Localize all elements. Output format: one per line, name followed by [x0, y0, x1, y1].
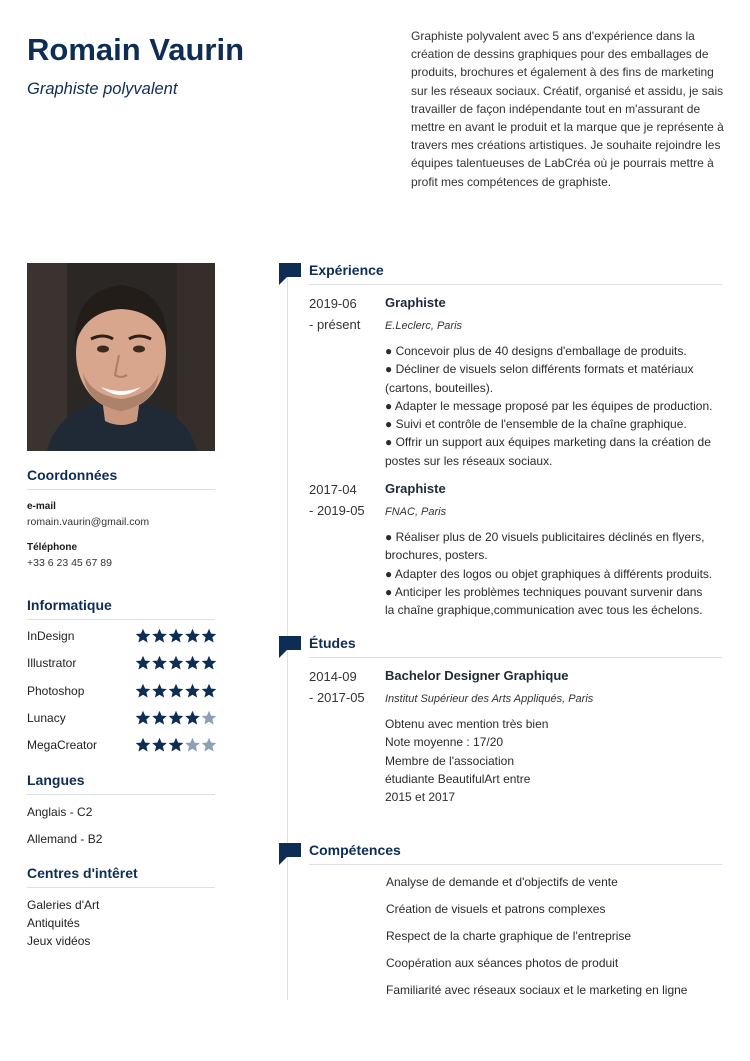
competence-item: Coopération aux séances photos de produit	[386, 956, 619, 970]
company-name: E.Leclerc, Paris	[385, 320, 463, 332]
experience-bullets: ● Réaliser plus de 20 visuels publicitaires déclinés en flyers, brochures, posters. ● Adapter des logos ou objet graphiques à différents produits. ● Anticiper les problèmes techniques pouvant survenir dans la chaîne graphique,communication avec tous les échelons.	[385, 530, 713, 618]
school-name: Institut Supérieur des Arts Appliqués, Paris	[385, 693, 594, 705]
star-icon	[202, 711, 217, 725]
section-flag-icon	[279, 263, 301, 285]
phone-label: Téléphone	[27, 542, 78, 553]
profile-photo	[27, 263, 215, 451]
section-flag-icon	[279, 636, 301, 658]
competence-item: Respect de la charte graphique de l'entreprise	[386, 929, 632, 943]
star-icon	[136, 629, 151, 643]
job-title: Graphiste	[385, 481, 446, 496]
star-icon	[202, 684, 217, 698]
competence-item: Analyse de demande et d'objectifs de vente	[386, 875, 618, 889]
email-value: romain.vaurin@gmail.com	[27, 516, 150, 528]
language-item: Anglais - C2	[27, 805, 93, 819]
star-icon	[152, 684, 167, 698]
competence-item: Création de visuels et patrons complexes	[386, 902, 606, 916]
star-icon	[136, 711, 151, 725]
skills-heading: Informatique	[27, 597, 215, 620]
language-item: Allemand - B2	[27, 832, 103, 846]
email-label: e-mail	[27, 501, 56, 512]
star-icon	[202, 629, 217, 643]
star-icon	[152, 711, 167, 725]
interest-item: Antiquités	[27, 916, 80, 930]
star-icon	[185, 711, 200, 725]
languages-heading: Langues	[27, 772, 215, 795]
star-icon	[185, 738, 200, 752]
interest-item: Galeries d'Art	[27, 898, 100, 912]
contact-heading: Coordonnées	[27, 467, 215, 490]
skill-name: MegaCreator	[27, 738, 98, 752]
experience-date: 2017-04 - 2019-05	[309, 482, 365, 518]
star-icon	[136, 656, 151, 670]
education-heading: Études	[309, 635, 722, 658]
star-icon	[169, 629, 184, 643]
star-icon	[136, 684, 151, 698]
interests-heading: Centres d'intêret	[27, 865, 215, 888]
star-icon	[152, 629, 167, 643]
experience-bullets: ● Concevoir plus de 40 designs d'emballage de produits. ● Décliner de visuels selon différents formats et matériaux (cartons, bouteilles). ● Adapter le message proposé par les équipes de production. ● Suivi et contrôle de l'ensemble de la chaîne graphique. ● Offrir un support aux équipes marketing dans la création de postes sur les réseaux sociaux.	[385, 344, 713, 468]
interest-item: Jeux vidéos	[27, 934, 91, 948]
candidate-name: Romain Vaurin	[27, 32, 245, 67]
star-icon	[202, 656, 217, 670]
profile-summary: Graphiste polyvalent avec 5 ans d'expérience dans la création de dessins graphiques pour des emballages de produits, brochures et également à des fins de marketing sur les réseaux sociaux. Créatif, organisé et assidu, je sais travailler de façon indépendante tout en m'assurant de mettre en avant le produit et la marque que je représente à travers mes créations artistiques. Je souhaite rejoindre les équipes talentueuses de LabCréa où je pourrais mettre à profit mes compétences de graphiste.	[411, 29, 724, 189]
education-date: 2014-09 - 2017-05	[309, 669, 365, 705]
star-icon	[169, 656, 184, 670]
competences-heading: Compétences	[309, 842, 722, 865]
skill-rating	[135, 737, 217, 753]
skill-name: InDesign	[27, 629, 75, 643]
experience-date: 2019-06 - présent	[309, 296, 361, 332]
company-name: FNAC, Paris	[385, 506, 447, 518]
phone-value: +33 6 23 45 67 89	[27, 557, 112, 569]
star-icon	[185, 656, 200, 670]
star-icon	[202, 738, 217, 752]
skill-rating	[135, 628, 217, 644]
star-icon	[152, 656, 167, 670]
star-icon	[152, 738, 167, 752]
star-icon	[169, 711, 184, 725]
skill-rating	[135, 710, 217, 726]
experience-heading: Expérience	[309, 262, 722, 285]
star-icon	[136, 738, 151, 752]
skill-rating	[135, 683, 217, 699]
skill-name: Photoshop	[27, 684, 85, 698]
section-flag-icon	[279, 843, 301, 865]
candidate-title: Graphiste polyvalent	[27, 80, 178, 98]
degree-title: Bachelor Designer Graphique	[385, 668, 569, 683]
skill-name: Illustrator	[27, 656, 77, 670]
star-icon	[185, 684, 200, 698]
skill-name: Lunacy	[27, 711, 66, 725]
star-icon	[169, 738, 184, 752]
job-title: Graphiste	[385, 295, 446, 310]
star-icon	[185, 629, 200, 643]
competence-item: Familiarité avec réseaux sociaux et le marketing en ligne	[386, 983, 688, 997]
education-details: Obtenu avec mention très bien Note moyenne : 17/20 Membre de l'association étudiante BeautifulArt entre 2015 et 2017	[385, 717, 549, 805]
star-icon	[169, 684, 184, 698]
skill-rating	[135, 655, 217, 671]
timeline-line	[287, 270, 288, 1000]
